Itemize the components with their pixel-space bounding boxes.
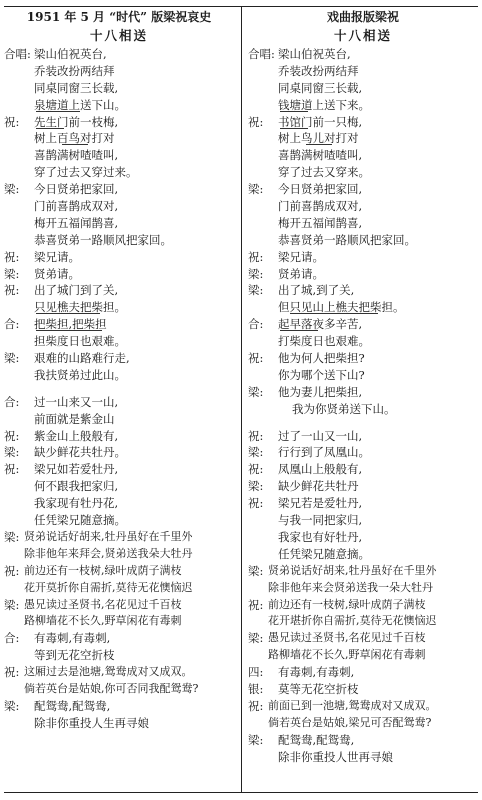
lyric-text: 莫等无花空折枝 xyxy=(278,681,359,696)
lyric-line xyxy=(248,512,478,529)
lyric-line xyxy=(4,181,234,198)
lyric-text: 何不跟我把家归, xyxy=(34,479,119,494)
lyric-text: 过一山来又一山, xyxy=(34,394,119,409)
lyric-line xyxy=(4,350,234,367)
speaker-label: 梁: xyxy=(248,283,264,298)
lyric-text: 穿了过去又穿来。 xyxy=(278,165,370,180)
lyric-line xyxy=(4,114,234,131)
lyric-text: 恭喜贤弟一路顺风把家回。 xyxy=(278,232,416,247)
lyric-line xyxy=(248,401,478,418)
lyric-line xyxy=(248,664,478,681)
lyric-text: 打柴度日也艰难。 xyxy=(278,334,370,349)
handwritten-underline xyxy=(280,316,318,331)
speaker-label: 梁: xyxy=(4,351,20,366)
right-subtitle: 十八相送 xyxy=(333,28,392,43)
right-title: 戏曲报版梁祝 xyxy=(326,10,399,24)
lyric-line xyxy=(4,715,234,732)
lyric-text: 你为哪个送下山? xyxy=(278,367,365,382)
lyric-text: 前边还有一枝树,绿叶成荫子满枝 xyxy=(24,563,182,577)
speaker-label: 梁: xyxy=(248,479,264,494)
lyric-line xyxy=(4,428,234,445)
speaker-label: 合唱: xyxy=(248,47,275,61)
lyric-text: 今日贤弟把家回, xyxy=(34,182,119,197)
lyric-text: 泉塘道上送下山。 xyxy=(34,97,126,112)
lyric-line xyxy=(4,147,234,164)
lyric-text: 倘若英台是姑娘,梁兄可否配鸳鸯? xyxy=(268,715,432,729)
lyric-text: 路柳墙花不长久,野草闲花有毒刺 xyxy=(268,648,426,662)
speaker-label: 合: xyxy=(4,317,20,332)
lyric-line xyxy=(4,266,234,283)
lyric-text: 但只见山上樵夫把柴担。 xyxy=(278,300,405,315)
lyric-line xyxy=(4,546,234,563)
lyric-line xyxy=(4,647,234,664)
lyric-text: 配鸳鸯,配鸳鸯, xyxy=(278,732,355,747)
lyric-line xyxy=(248,698,478,715)
lyric-line xyxy=(248,461,478,478)
speaker-label: 祝: xyxy=(248,428,264,443)
lyric-line xyxy=(248,681,478,698)
lyric-text: 缺少鲜花共牡丹 xyxy=(278,479,359,494)
handwritten-underline xyxy=(280,97,308,112)
handwritten-underline xyxy=(36,299,100,314)
lyric-line xyxy=(4,698,234,715)
lyric-line xyxy=(4,282,234,299)
lyric-text: 前面已到一池塘,鸳鸯成对又成双。 xyxy=(268,698,437,712)
speaker-label: 祝: xyxy=(4,249,20,264)
handwritten-underline xyxy=(306,130,332,145)
lyric-line xyxy=(248,563,478,580)
handwritten-underline xyxy=(290,299,378,314)
left-subtitle: 十八相送 xyxy=(89,28,148,43)
lyric-line xyxy=(4,444,234,461)
speaker-label: 祝: xyxy=(4,563,20,578)
speaker-label: 祝: xyxy=(248,249,264,264)
speaker-label: 合: xyxy=(4,631,20,646)
lyric-text: 喜鹊满树喳喳叫, xyxy=(34,148,119,163)
lyric-text: 起早落夜多辛苦, xyxy=(278,317,363,332)
lyric-line xyxy=(4,613,234,630)
lyric-text: 穿了过去又穿过来。 xyxy=(34,165,138,180)
lyric-line xyxy=(4,367,234,384)
lyric-text: 梁兄如若爱牡丹, xyxy=(34,462,119,477)
lyric-text: 我为你贤弟送下山。 xyxy=(292,401,396,416)
speaker-label: 梁: xyxy=(248,631,264,646)
handwritten-underline xyxy=(36,114,64,129)
speaker-label: 梁: xyxy=(4,698,20,713)
speaker-label: 梁: xyxy=(248,384,264,399)
lyric-line xyxy=(4,232,234,249)
speaker-label: 祝: xyxy=(248,351,264,366)
lyric-text: 恭喜贤弟一路顺风把家回。 xyxy=(34,232,172,247)
lyric-line xyxy=(248,546,478,563)
lyric-line xyxy=(248,80,478,97)
handwritten-underline xyxy=(62,130,88,145)
lyric-text: 与我一同把家归, xyxy=(278,513,363,528)
lyric-text: 凤凰山上般般有, xyxy=(278,462,363,477)
lyric-text: 乔装改扮两结拜 xyxy=(34,63,115,78)
lyric-text: 这厢过去是池塘,鸳鸯成对又成双。 xyxy=(24,665,193,679)
lyric-text: 出了城门到了关, xyxy=(34,283,119,298)
lyric-text: 树上鸟儿对打对 xyxy=(278,131,359,146)
speaker-label: 梁: xyxy=(4,182,20,197)
lyric-line xyxy=(4,597,234,614)
lyric-text: 出了城,到了关, xyxy=(278,283,355,298)
right-lyrics xyxy=(248,46,478,765)
lyric-text: 任凭梁兄随意摘。 xyxy=(34,513,126,528)
lyric-line xyxy=(4,97,234,114)
lyric-line xyxy=(248,266,478,283)
speaker-label: 祝: xyxy=(4,114,20,129)
lyric-line xyxy=(248,597,478,614)
lyric-line xyxy=(4,495,234,512)
lyric-line xyxy=(248,164,478,181)
lyric-text: 他为何人把柴担? xyxy=(278,351,365,366)
lyric-text: 花开莫折你自需折,莫待无花懊恼迟 xyxy=(24,580,193,594)
lyric-line xyxy=(248,114,478,131)
lyric-line xyxy=(248,428,478,445)
speaker-label: 梁: xyxy=(4,445,20,460)
lyric-text: 除非你重投人生再寻娘 xyxy=(34,715,149,730)
speaker-label: 梁: xyxy=(248,445,264,460)
lyric-text: 我家现有牡丹花, xyxy=(34,496,119,511)
lyric-line xyxy=(248,181,478,198)
lyric-line xyxy=(4,164,234,181)
lyric-line xyxy=(248,282,478,299)
lyric-line xyxy=(248,444,478,461)
lyric-line xyxy=(4,316,234,333)
lyric-line xyxy=(248,198,478,215)
lyric-line xyxy=(248,613,478,630)
lyric-line xyxy=(4,563,234,580)
lyric-text: 花开堪折你自需折,莫待无花懊恼迟 xyxy=(268,614,437,628)
speaker-label: 合: xyxy=(248,317,264,332)
lyric-text: 我家也有好牡丹, xyxy=(278,529,363,544)
speaker-label: 梁: xyxy=(248,182,264,197)
lyric-text: 同桌同窗三长载, xyxy=(34,80,119,95)
lyric-line xyxy=(4,130,234,147)
lyric-line xyxy=(248,316,478,333)
lyric-text: 他为妻儿把柴担, xyxy=(278,384,363,399)
lyric-line xyxy=(248,630,478,647)
lyric-text: 梅开五福闻鹊喜, xyxy=(34,215,119,230)
lyric-line xyxy=(248,715,478,732)
lyric-line xyxy=(4,478,234,495)
left-title: 1951 年 5 月 “时代” 版梁祝哀史 xyxy=(26,10,212,24)
lyric-line xyxy=(4,411,234,428)
lyric-line xyxy=(4,461,234,478)
lyric-text: 有毒刺,有毒刺, xyxy=(34,631,111,646)
lyric-text: 树上百鸟对打对 xyxy=(34,131,115,146)
lyric-line xyxy=(248,215,478,232)
lyric-text: 路柳墙花不长久,野草闲花有毒刺 xyxy=(24,614,182,628)
lyric-line xyxy=(4,630,234,647)
lyric-line xyxy=(248,130,478,147)
lyric-text: 除非他年来会贤弟送我一朵大牡丹 xyxy=(268,580,433,594)
lyric-text: 紫金山上般般有, xyxy=(34,428,119,443)
lyric-line xyxy=(4,80,234,97)
lyric-text: 愚兄读过圣贤书,名花见过千百枝 xyxy=(24,597,182,611)
speaker-label: 祝: xyxy=(4,428,20,443)
speaker-label: 祝: xyxy=(4,462,20,477)
lyric-text: 门前喜鹊成双对, xyxy=(278,199,363,214)
right-column xyxy=(248,8,478,793)
lyric-line xyxy=(4,63,234,80)
lyric-text: 前面就是紫金山 xyxy=(34,411,115,426)
lyric-line xyxy=(248,580,478,597)
lyric-text: 倘若英台是姑娘,你可否同我配鸳鸯? xyxy=(24,681,199,695)
lyric-text: 行行到了凤凰山。 xyxy=(278,445,370,460)
lyric-line xyxy=(248,46,478,63)
lyric-text: 同桌同窗三长载, xyxy=(278,80,363,95)
lyric-line xyxy=(248,97,478,114)
lyric-text: 乔装改扮两结拜 xyxy=(278,63,359,78)
lyric-line xyxy=(4,333,234,350)
lyric-line xyxy=(248,249,478,266)
speaker-label: 祝: xyxy=(4,665,20,680)
speaker-label: 祝: xyxy=(248,698,264,713)
speaker-label: 梁: xyxy=(248,266,264,281)
lyric-text: 愚兄读过圣贤书,名花见过千百枝 xyxy=(268,631,426,645)
column-divider xyxy=(241,6,242,793)
lyric-line xyxy=(248,232,478,249)
lyric-text: 贤弟说话好胡来,牡丹虽好在千里外 xyxy=(268,563,437,577)
speaker-label: 梁: xyxy=(4,266,20,281)
lyric-text: 门前喜鹊成双对, xyxy=(34,199,119,214)
speaker-label: 合唱: xyxy=(4,47,31,61)
speaker-label: 四: xyxy=(248,665,264,680)
lyric-text: 除非他年来拜会,贤弟送我朵大牡丹 xyxy=(24,546,193,560)
lyric-line xyxy=(248,333,478,350)
lyric-text: 把柴担,把柴担 xyxy=(34,317,107,332)
lyric-line xyxy=(4,580,234,597)
handwritten-underline xyxy=(36,316,102,331)
speaker-label: 祝: xyxy=(248,462,264,477)
lyric-line xyxy=(248,384,478,401)
lyric-text: 配鸳鸯,配鸳鸯, xyxy=(34,698,111,713)
speaker-label: 祝: xyxy=(4,283,20,298)
speaker-label: 合: xyxy=(4,394,20,409)
speaker-label: 梁: xyxy=(248,732,264,747)
lyric-text: 贤弟说话好胡来,牡丹虽好在千里外 xyxy=(24,529,193,543)
lyric-text: 过了一山又一山, xyxy=(278,428,363,443)
lyric-text: 梁兄请。 xyxy=(278,249,324,264)
speaker-label: 梁: xyxy=(4,529,20,544)
speaker-label: 梁: xyxy=(248,563,264,578)
lyric-line xyxy=(248,647,478,664)
lyric-text: 先生门前一枝梅, xyxy=(34,114,119,129)
lyric-text: 梅开五福闻鹊喜, xyxy=(278,215,363,230)
lyric-text: 只见樵夫把柴担。 xyxy=(34,300,126,315)
lyric-text: 前边还有一枝树,绿叶成荫子满枝 xyxy=(268,597,426,611)
lyric-line xyxy=(248,299,478,316)
lyric-line xyxy=(248,529,478,546)
lyric-line xyxy=(4,512,234,529)
lyric-text: 除非你重投人世再寻娘 xyxy=(278,749,393,764)
lyric-text: 我扶贤弟过此山。 xyxy=(34,367,126,382)
speaker-label: 祝: xyxy=(248,597,264,612)
lyric-line xyxy=(4,46,234,63)
lyric-line xyxy=(4,394,234,411)
speaker-label: 祝: xyxy=(248,496,264,511)
lyric-line xyxy=(4,529,234,546)
handwritten-underline xyxy=(36,97,80,112)
left-column xyxy=(4,8,234,793)
lyric-text: 今日贤弟把家回, xyxy=(278,182,363,197)
lyric-text: 艰难的山路难行走, xyxy=(34,351,130,366)
lyric-text: 缺少鲜花共牡丹。 xyxy=(34,445,126,460)
lyric-line xyxy=(248,63,478,80)
lyric-text: 等到无花空折枝 xyxy=(34,648,115,663)
lyric-line xyxy=(248,147,478,164)
lyric-line xyxy=(248,350,478,367)
lyric-text: 担柴度日也艰难。 xyxy=(34,334,126,349)
lyric-text: 贤弟请。 xyxy=(278,266,324,281)
lyric-line xyxy=(248,749,478,766)
lyric-line xyxy=(4,249,234,266)
lyric-line xyxy=(4,215,234,232)
lyric-text: 喜鹊满树喳喳叫, xyxy=(278,148,363,163)
speaker-label: 银: xyxy=(248,681,264,696)
lyric-line xyxy=(248,732,478,749)
handwritten-underline xyxy=(280,114,308,129)
lyric-text: 任凭梁兄随意摘。 xyxy=(278,546,370,561)
lyric-line xyxy=(248,495,478,512)
lyric-text: 书馆门前一只梅, xyxy=(278,114,363,129)
left-lyrics xyxy=(4,46,234,732)
lyric-line xyxy=(4,299,234,316)
lyric-text: 梁山伯祝英台, xyxy=(278,47,351,61)
speaker-label: 祝: xyxy=(248,114,264,129)
speaker-label: 梁: xyxy=(4,597,20,612)
lyric-text: 钱塘道上送下来。 xyxy=(278,97,370,112)
lyric-line xyxy=(4,664,234,681)
lyric-text: 梁兄请。 xyxy=(34,249,80,264)
lyric-line xyxy=(4,198,234,215)
lyric-line xyxy=(248,478,478,495)
lyric-text: 有毒刺,有毒刺, xyxy=(278,665,355,680)
lyric-text: 梁兄若是爱牡丹, xyxy=(278,496,363,511)
lyric-line xyxy=(248,367,478,384)
lyric-line xyxy=(4,681,234,698)
lyric-text: 贤弟请。 xyxy=(34,266,80,281)
lyric-text: 梁山伯祝英台, xyxy=(34,47,107,61)
